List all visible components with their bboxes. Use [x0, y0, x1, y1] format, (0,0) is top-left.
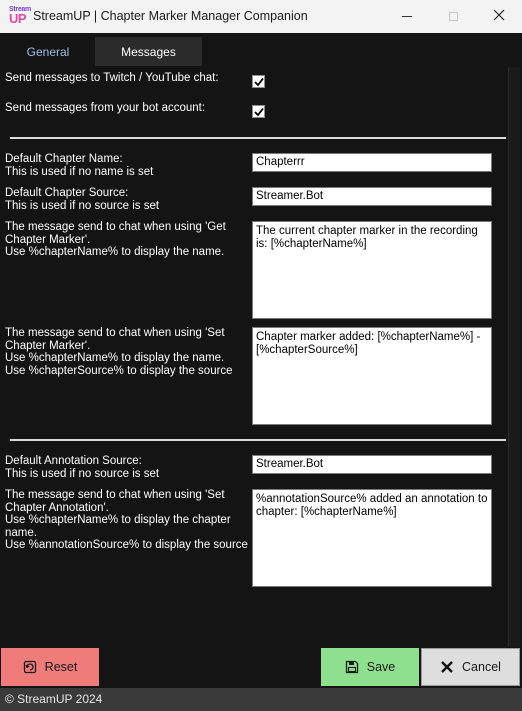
window-title: StreamUP | Chapter Marker Manager Companion — [33, 9, 308, 23]
get-chapter-message-textarea[interactable]: The current chapter marker in the recording is: [%chapterName%] — [252, 221, 492, 319]
cancel-button[interactable] — [421, 648, 520, 686]
maximize-icon — [449, 12, 458, 21]
send-from-bot-label: Send messages from your bot account: — [5, 102, 206, 114]
vertical-scrollbar[interactable] — [508, 67, 520, 647]
save-button[interactable] — [321, 648, 419, 686]
section-divider — [10, 439, 506, 441]
app-logo-top-text: Stream — [9, 6, 31, 13]
checkmark-icon — [254, 77, 264, 87]
minimize-button[interactable] — [384, 0, 430, 33]
minimize-icon — [402, 16, 412, 17]
app-logo — [9, 6, 31, 26]
get-chapter-message-label: The message send to chat when using 'Get Chapter Marker'. Use %chapterName% to display the name. — [5, 221, 226, 259]
title-bar — [0, 0, 522, 33]
tab-general[interactable]: General — [26, 44, 70, 59]
copyright-text: © StreamUP 2024 — [5, 692, 103, 706]
save-icon — [345, 660, 359, 674]
default-annotation-source-label: Default Annotation Source: This is used if no source is set — [5, 455, 160, 480]
reset-button[interactable] — [1, 648, 99, 686]
send-to-chat-label: Send messages to Twitch / YouTube chat: — [5, 72, 219, 84]
default-annotation-source-input[interactable]: Streamer.Bot — [252, 455, 492, 474]
close-icon — [493, 9, 505, 24]
tab-strip — [0, 33, 522, 66]
set-chapter-message-label: The message send to chat when using 'Set Chapter Marker'. Use %chapterName% to display the name. Use %chapterSource% to display the source — [5, 327, 233, 377]
default-chapter-name-label: Default Chapter Name: This is used if no name is set — [5, 153, 154, 178]
app-logo-bottom-text: UP — [9, 11, 27, 26]
set-annotation-message-label: The message send to chat when using 'Set Chapter Annotation'. Use %chapterName% to display the chapter name. Use %annotationSource% to display the source — [5, 489, 248, 552]
default-chapter-source-label: Default Chapter Source: This is used if no source is set — [5, 187, 160, 212]
maximize-button[interactable] — [430, 0, 476, 33]
tab-messages[interactable]: Messages — [95, 37, 202, 66]
reset-icon — [23, 660, 37, 674]
cancel-button-label: Cancel — [462, 660, 501, 674]
send-to-chat-checkbox[interactable] — [252, 75, 265, 88]
close-window-button[interactable] — [476, 0, 522, 33]
checkmark-icon — [254, 107, 264, 117]
save-button-label: Save — [366, 660, 396, 674]
set-chapter-message-textarea[interactable]: Chapter marker added: [%chapterName%] - [%chapterSource%] — [252, 327, 492, 425]
default-chapter-source-input[interactable]: Streamer.Bot — [252, 187, 492, 206]
close-icon — [440, 660, 454, 674]
footer — [0, 688, 522, 711]
section-divider — [10, 137, 506, 139]
set-annotation-message-textarea[interactable]: %annotationSource% added an annotation to chapter: [%chapterName%] — [252, 489, 492, 587]
send-from-bot-checkbox[interactable] — [252, 105, 265, 118]
reset-button-label: Reset — [44, 660, 78, 674]
default-chapter-name-input[interactable]: Chapterrr — [252, 153, 492, 172]
